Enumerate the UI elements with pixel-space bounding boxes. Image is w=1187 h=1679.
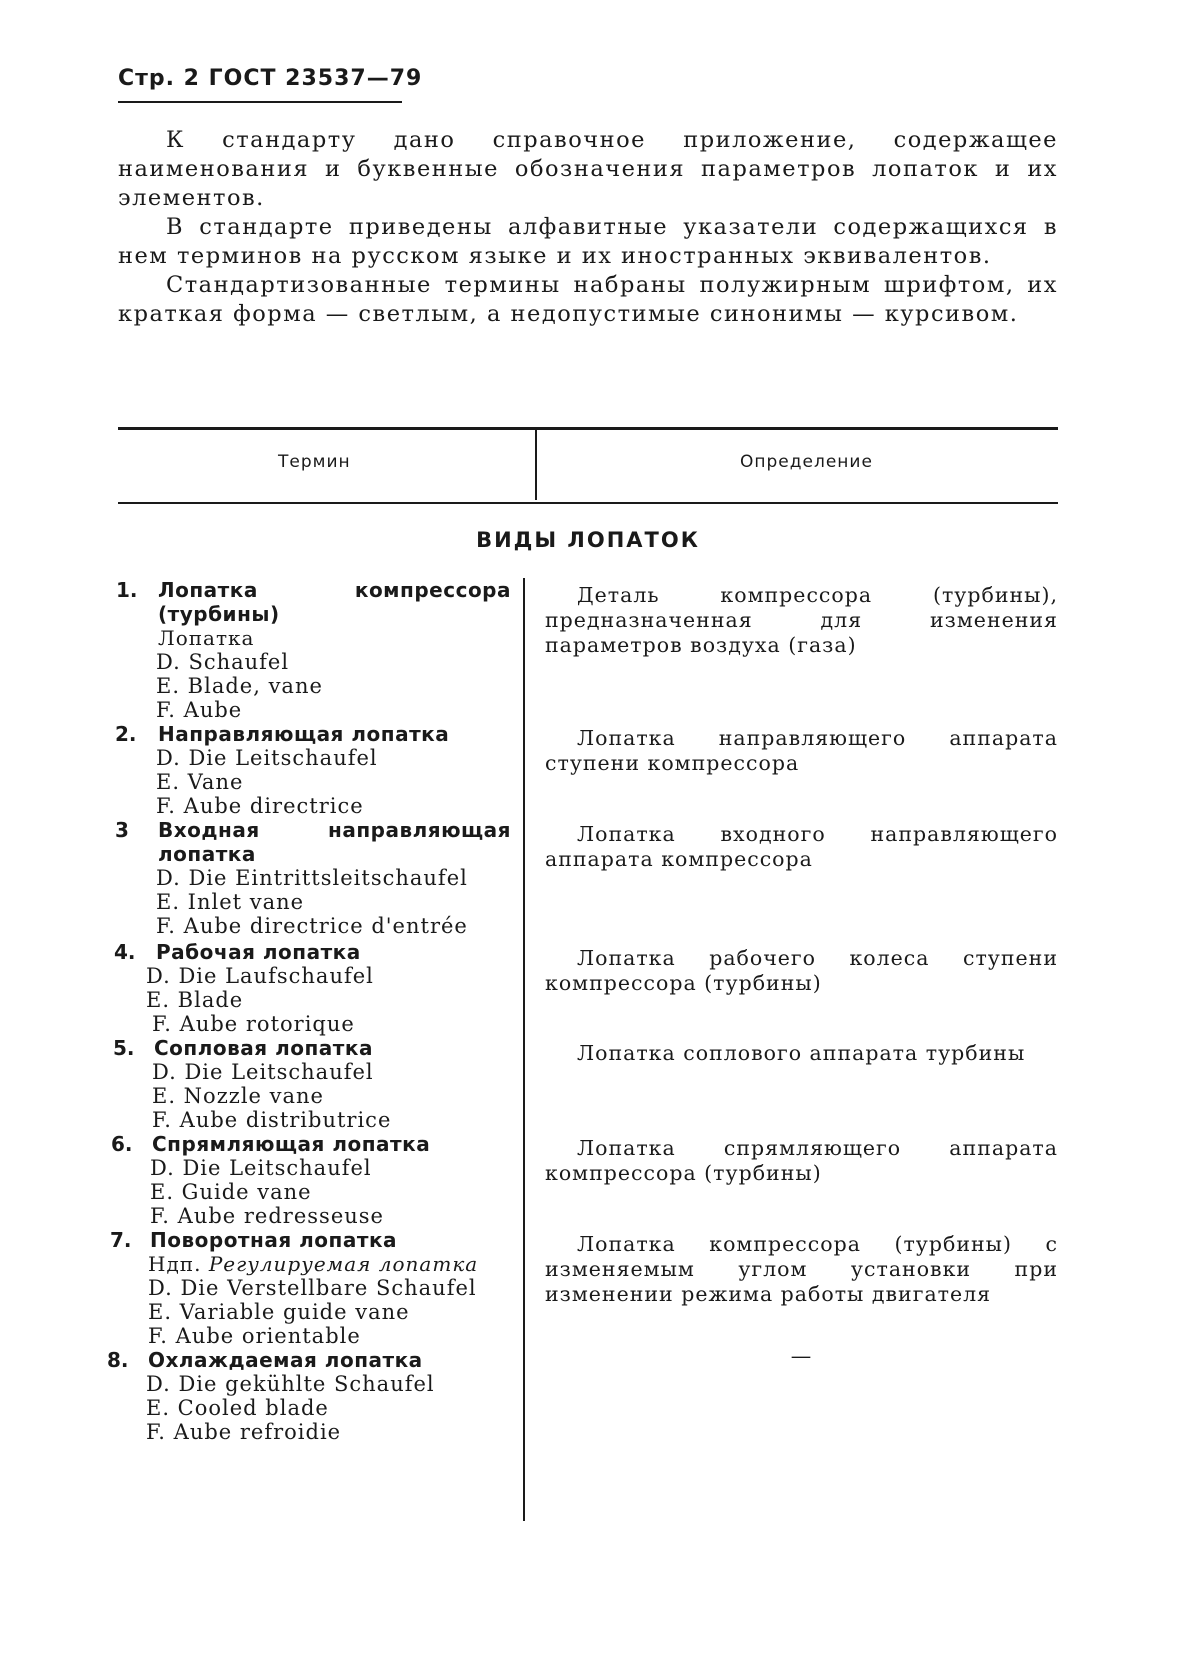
term-french: F. Aube directrice	[156, 794, 364, 818]
term-german: D. Die Leitschaufel	[156, 746, 378, 770]
term-definition: Лопатка компрессора (турбины) с изменяемым углом установки при изменении режима работы двигателя	[545, 1232, 1058, 1306]
term-french: F. Aube	[156, 698, 243, 722]
term-number: 3	[115, 818, 129, 842]
rejected-synonym-prefix: Ндп.	[148, 1252, 202, 1276]
term-german: D. Die Laufschaufel	[146, 964, 374, 988]
term-definition: Лопатка направляющего аппарата ступени компрессора	[545, 726, 1058, 775]
term-french: F. Aube redresseuse	[150, 1204, 384, 1228]
term-english: E. Cooled blade	[146, 1396, 329, 1420]
table-column-divider	[523, 578, 525, 1521]
term-german: D. Die Eintrittsleitschaufel	[156, 866, 468, 890]
term-definition: Лопатка входного направляющего аппарата компрессора	[545, 822, 1058, 871]
intro-paragraph: К стандарту дано справочное приложение, содержащее наименования и буквенные обозначения параметров лопаток и их элементов.	[118, 127, 1058, 211]
page-header: Стр. 2 ГОСТ 23537—79	[118, 66, 402, 103]
term-french: F. Aube refroidie	[146, 1420, 342, 1444]
term-english: E. Vane	[156, 770, 244, 794]
term-rejected-synonym	[148, 1252, 478, 1276]
term-german: D. Die Leitschaufel	[152, 1060, 374, 1084]
term-german: D. Die Leitschaufel	[150, 1156, 372, 1180]
table-header-divider	[535, 430, 537, 500]
term-number: 1.	[116, 578, 138, 602]
term-french: F. Aube rotorique	[152, 1012, 355, 1036]
term-definition: Лопатка спрямляющего аппарата компрессора (турбины)	[545, 1136, 1058, 1185]
term-english: E. Blade, vane	[156, 674, 323, 698]
term-name: Рабочая лопатка	[156, 940, 361, 964]
term-german: D. Die gekühlte Schaufel	[146, 1372, 435, 1396]
term-number: 2.	[115, 722, 137, 746]
term-english: E. Nozzle vane	[152, 1084, 324, 1108]
intro-paragraph: Стандартизованные термины набраны полужирным шрифтом, их краткая форма — светлым, а недопустимые синонимы — курсивом.	[118, 272, 1058, 327]
term-german: D. Schaufel	[156, 650, 290, 674]
rejected-synonym-text: Регулируемая лопатка	[208, 1252, 479, 1276]
term-number: 6.	[111, 1132, 133, 1156]
term-definition: Лопатка рабочего колеса ступени компрессора (турбины)	[545, 946, 1058, 995]
term-english: E. Guide vane	[150, 1180, 312, 1204]
term-name: Направляющая лопатка	[158, 722, 450, 746]
term-name: Спрямляющая лопатка	[152, 1132, 431, 1156]
term-number: 4.	[114, 940, 136, 964]
term-english: E. Inlet vane	[156, 890, 305, 914]
term-french: F. Aube directrice d'entrée	[156, 914, 468, 938]
column-header-definition: Определение	[740, 452, 873, 472]
term-english: E. Variable guide vane	[148, 1300, 410, 1324]
intro-text	[118, 126, 1058, 329]
term-french: F. Aube orientable	[148, 1324, 361, 1348]
term-definition: Деталь компрессора (турбины), предназначенная для изменения параметров воздуха (газа)	[545, 583, 1058, 657]
column-header-term: Термин	[278, 452, 351, 472]
term-english: E. Blade	[146, 988, 244, 1012]
term-name: Сопловая лопатка	[154, 1036, 373, 1060]
term-name: Охлаждаемая лопатка	[148, 1348, 423, 1372]
term-number: 8.	[107, 1348, 129, 1372]
term-number: 7.	[110, 1228, 132, 1252]
term-name: Лопатка компрессора (турбины)	[158, 578, 511, 626]
table-top-rule	[118, 427, 1058, 430]
term-name: Входная направляющая лопатка	[158, 818, 511, 866]
intro-paragraph: В стандарте приведены алфавитные указатели содержащихся в нем терминов на русском языке и их иностранных эквивалентов.	[118, 214, 1058, 269]
term-number: 5.	[113, 1036, 135, 1060]
term-german: D. Die Verstellbare Schaufel	[148, 1276, 477, 1300]
term-definition: Лопатка соплового аппарата турбины	[577, 1041, 1026, 1065]
section-title: ВИДЫ ЛОПАТОК	[476, 528, 700, 552]
term-french: F. Aube distributrice	[152, 1108, 392, 1132]
term-name: Поворотная лопатка	[150, 1228, 398, 1252]
table-header-rule	[118, 502, 1058, 504]
term-definition: —	[790, 1344, 813, 1368]
term-short-form: Лопатка	[158, 626, 255, 650]
